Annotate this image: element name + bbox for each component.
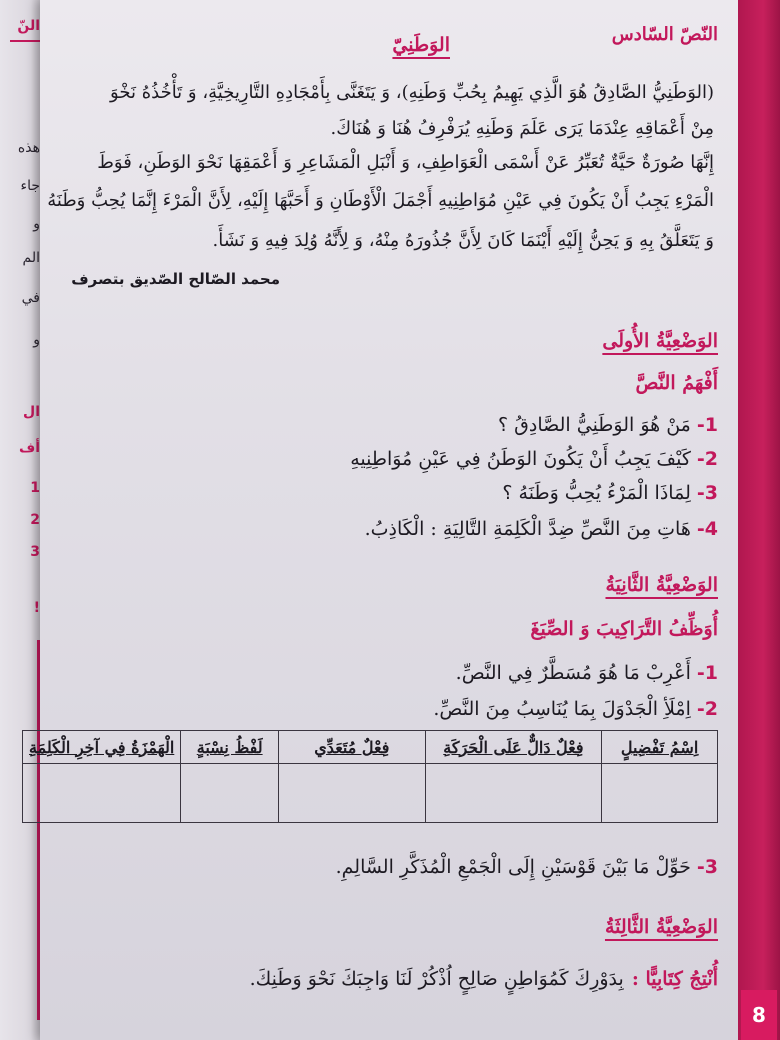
text-line: مِنْ أَعْمَاقِهِ عِنْدَمَا يَرَى عَلَمَ وَطَنِهِ يُرَفْرِفُ هُنَا وَ هُنَاكَ. xyxy=(330,118,714,139)
question-text: لِمَاذَا الْمَرْءُ يُحِبُّ وَطَنَهُ ؟ xyxy=(502,482,691,504)
text-line: إِنَّهَا صُورَةٌ حَيَّةٌ تُعَبِّرُ عَنْ أَسْمَى الْعَوَاطِفِ، وَ أَنْبَلِ الْمَشَاعِرِ وَ أَعْمَقِهَا نَحْوَ الوَطَنِ، فَوَطَ xyxy=(97,152,714,173)
question-number: 3- xyxy=(696,482,718,504)
adjacent-page-edge xyxy=(0,0,44,1040)
table-row xyxy=(23,764,718,823)
lesson-label: النّصّ السّادس xyxy=(611,24,718,45)
answer-table xyxy=(22,730,718,823)
writing-task xyxy=(250,968,718,990)
table-cell[interactable] xyxy=(602,764,718,823)
spine-fragment: و xyxy=(33,332,40,348)
question-number: 1- xyxy=(696,414,718,436)
table-header: الْهَمْزَةُ فِي آخِرِ الْكَلِمَةِ xyxy=(23,731,181,764)
question-item xyxy=(498,414,718,436)
produce-label: أُنْتِجُ كِتَابِيًّا : xyxy=(631,968,718,990)
section3-heading: الوَضْعِيَّةُ الثَّالِثَةُ xyxy=(604,916,718,938)
spine-fragment: ال xyxy=(23,404,40,420)
table-header: فِعْلٌ دَالٌّ عَلَى الْحَرَكَةِ xyxy=(425,731,601,764)
table-cell[interactable] xyxy=(23,764,181,823)
spine-fragment: النّ xyxy=(17,18,40,34)
question-item xyxy=(365,518,718,540)
table-header: فِعْلٌ مُتَعَدِّي xyxy=(279,731,426,764)
spine-fragment: هذه xyxy=(17,140,40,156)
section1-heading: الوَضْعِيَّةُ الأُولَى xyxy=(602,330,718,352)
question-text: اِمْلَأِ الْجَدْوَلَ بِمَا يُنَاسِبُ مِنَ النَّصِّ. xyxy=(433,698,691,720)
spine-fragment: 1 xyxy=(30,480,40,496)
question-item xyxy=(350,448,718,470)
spine-fragment: 2 xyxy=(30,512,40,528)
spine-fragment: 3 xyxy=(30,544,40,560)
author-credit: محمد الصّالح الصّديق بتصرف xyxy=(71,270,280,288)
question-item xyxy=(336,856,718,878)
spine-rule xyxy=(10,40,40,42)
text-line: وَ يَتَعَلَّقُ بِهِ وَ يَحِنُّ إِلَيْهِ أَيْنَمَا كَانَ لِأَنَّ جُذُورَهُ مِنْهُ، وَ لِأَنَّهُ وُلِدَ فِيهِ وَ نَشَأَ. xyxy=(212,230,714,251)
spine-fragment: ! xyxy=(33,600,40,616)
text-title: الوَطَنِيّ xyxy=(392,34,450,56)
table-header: لَفْظُ نِسْبَةٍ xyxy=(181,731,279,764)
question-text: هَاتِ مِنَ النَّصِّ ضِدَّ الْكَلِمَةِ التَّالِيَةِ : الْكَاذِبُ. xyxy=(364,518,691,540)
question-number: 3- xyxy=(696,856,718,878)
question-text: كَيْفَ يَجِبُ أَنْ يَكُونَ الوَطَنُ فِي عَيْنِ مُوَاطِنِيهِ xyxy=(350,448,691,470)
question-text: أَعْرِبْ مَا هُوَ مُسَطَّرٌ فِي النَّصِّ. xyxy=(455,662,691,684)
section2-heading: الوَضْعِيَّةُ الثَّانِيَةُ xyxy=(605,574,718,596)
question-number: 1- xyxy=(696,662,718,684)
question-number: 4- xyxy=(696,518,718,540)
question-item xyxy=(456,662,718,684)
question-item xyxy=(433,698,718,720)
spine-fragment: جاء xyxy=(20,178,40,194)
question-item xyxy=(502,482,718,504)
spine-fragment: و xyxy=(33,216,40,232)
question-text: مَنْ هُوَ الوَطَنِيُّ الصَّادِقُ ؟ xyxy=(498,414,691,436)
produce-text: بِدَوْرِكَ كَمُوَاطِنٍ صَالِحٍ اُذْكُرْ لَنَا وَاجِبَكَ نَحْوَ وَطَنِكَ. xyxy=(249,968,624,990)
section2-subheading: أُوَظِّفُ التَّرَاكِيبَ وَ الصِّيَغَ xyxy=(530,618,718,640)
text-line: (الوَطَنِيُّ الصَّادِقُ هُوَ الَّذِي يَهِيمُ بِحُبِّ وَطَنِهِ)، وَ يَتَغَنَّى بِأَمْجَادِهِ التَّارِيخِيَّةِ، وَ تَأْخُذُهُ نَخْوَ xyxy=(110,82,714,103)
table-header-row xyxy=(23,731,718,764)
table-cell[interactable] xyxy=(279,764,426,823)
spine-fragment: في xyxy=(21,290,40,306)
text-line: الْمَرْءِ يَجِبُ أَنْ يَكُونَ فِي عَيْنِ مُوَاطِنِيهِ أَجْمَلَ الْأَوْطَانِ وَ أَحَبَّهَا إِلَيْهِ، لِأَنَّ الْمَرْءَ إِنَّمَا يُحِبُّ وَطَنَهُ xyxy=(47,190,714,211)
table-cell[interactable] xyxy=(425,764,601,823)
spine-fragment: أف xyxy=(18,440,40,456)
question-number: 2- xyxy=(696,698,718,720)
question-number: 2- xyxy=(696,448,718,470)
table-cell[interactable] xyxy=(181,764,279,823)
question-text: حَوِّلْ مَا بَيْنَ قَوْسَيْنِ إِلَى الْجَمْعِ الْمُذَكَّرِ السَّالِمِ. xyxy=(335,856,691,878)
pink-margin-band xyxy=(738,0,780,1040)
table-header: اِسْمُ تَفْضِيلٍ xyxy=(602,731,718,764)
section1-subheading: أَفْهَمُ النَّصَّ xyxy=(635,372,718,394)
spine-fragment: الم xyxy=(22,250,40,266)
page-number: 8 xyxy=(741,990,777,1040)
